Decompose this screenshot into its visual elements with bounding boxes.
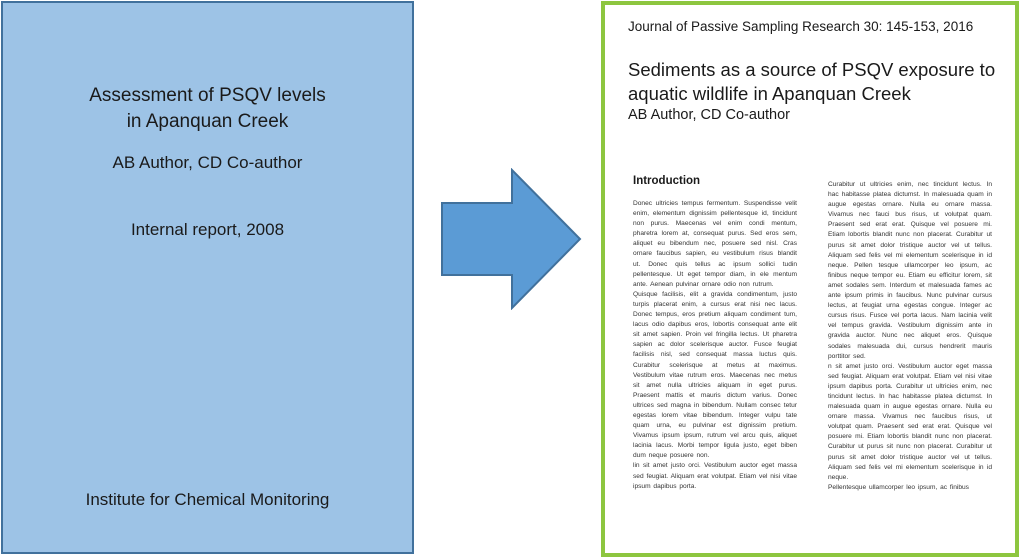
paper-title-line-1: Sediments as a source of PSQV exposure to <box>628 59 996 80</box>
internal-report-page <box>1 1 414 554</box>
paper-title <box>628 58 1013 106</box>
right-arrow-icon <box>440 168 582 310</box>
journal-citation: Journal of Passive Sampling Research 30: 145-153, 2016 <box>628 19 974 34</box>
arrow-shape <box>442 170 580 308</box>
paper-title-line-2: aquatic wildlife in Apanquan Creek <box>628 83 911 104</box>
section-heading: Introduction <box>633 175 701 187</box>
paper-authors: AB Author, CD Co-author <box>628 107 790 123</box>
report-title-line-2: in Apanquan Creek <box>126 111 289 132</box>
body-text-column-1: Donec ultricies tempus fermentum. Suspendisse velit enim, elementum dignissim pellentesque id, tincidunt non purus. Maecenas vel enim condi mentum, pharetra lorem at, consequat purus. Sed eros sem, aliquet eu bibendum nec, posuere sed nisl. Cras ornare faucibus sapien, eu vestibulum risus blandit ut. Donec quis tellus ac ipsum sollici tudin pellentesque. Ut eget tempor diam, in ele mentum ante. Aenean pulvinar ornare odio non rutrum. Quisque facilisis, elit a gravida condimentum, justo turpis placerat enim, a cursus erat nisi nec lacus. Donec tempus, eros pretium aliquam condiment tum, lacus odio dapibus eros, lobortis consequat ante elit sit amet sapien. Proin vel fringilla lectus. Ut pharetra sapien ac dolor scelerisque auctor. Fusce feugiat facilisis nisl, sed consequat massa luctus quis. Curabitur scelerisque at metus at maximus. Vestibulum vitae rutrum eros. Maecenas nec metus sit amet nulla ultricies aliquam in eget purus. Praesent mattis et mauris dictum varius. Donec ultrices sed magna in bibendum. Nullam consec tetur egestas lorem vitae bibendum. Integer vulpu tate quam urna, eu pulvinar est dignissim pretium. Vivamus ipsum ipsum, rutrum vel arcu quis, aliquet lacinia lacus. Morbi tempor ligula justo, eget biben dum neque posuere non. lin sit amet justo orci. Vestibulum auctor eget massa sed feugiat. Aliquam erat volutpat. Etiam vel nisi vitae ipsum dapibus porta. <box>633 200 797 490</box>
report-authors: AB Author, CD Co-author <box>112 153 303 172</box>
report-title-line-1: Assessment of PSQV levels <box>89 85 326 106</box>
report-title <box>3 83 412 135</box>
body-text-column-2: Curabitur ut ultricies enim, nec tincidunt lectus. In hac habitasse platea dictumst. In malesuada quam in augue egestas ornare. Nulla eu ornare massa. Vivamus nec fauci bus risus, ut volutpat quam. Praesent sed erat erat. Quisque vel posuere mi. Etiam lobortis blandit nunc non placerat. Curabitur ut purus sit amet dolor tristique auctor vel ut tellus. Aliquam sed felis vel mi elementum scelerisque in id neque. Pellen tesque ullamcorper leo ipsum, ac finibus neque tempor eu. Etiam eu efficitur lorem, sit amet sodales sem. Interdum et malesuada fames ac ante ipsum primis in faucibus. Nunc pulvinar cursus lectus, at feugiat urna egestas congue. Integer ac cursus risus. Fusce vel porta lacus. Nam lacinia velit vel tempus gravida. Vestibulum dignissim ante in gravida auctor. Nunc nec aliquet eros. Quisque sodales malesuada dui, cursus hendrerit mauris porttitor sed. n sit amet justo orci. Vestibulum auctor eget massa sed feugiat. Aliquam erat volutpat. Etiam vel nisi vitae ipsum dapibus porta. Curabitur ut ultricies enim, nec tincidunt lectus. In hac habitasse platea dictumst. In malesuada quam in augue egestas ornare. Nulla eu ornare massa. Vivamus nec faucibus risus, ut volutpat quam. Praesent sed erat erat. Quisque vel posuere mi. Etiam lobortis blandit nunc non placerat. Curabitur ut purus sit nunc non placerat. Curabitur ut purus sit amet dolor tristique auctor vel ut tellus. Aliquam sed felis vel mi elementum scelerisque in id neque. Pellentesque ullamcorper leo ipsum, ac finibus <box>828 181 992 491</box>
report-date: Internal report, 2008 <box>130 220 285 239</box>
journal-paper-page <box>601 1 1019 557</box>
report-institute: Institute for Chemical Monitoring <box>85 490 330 509</box>
